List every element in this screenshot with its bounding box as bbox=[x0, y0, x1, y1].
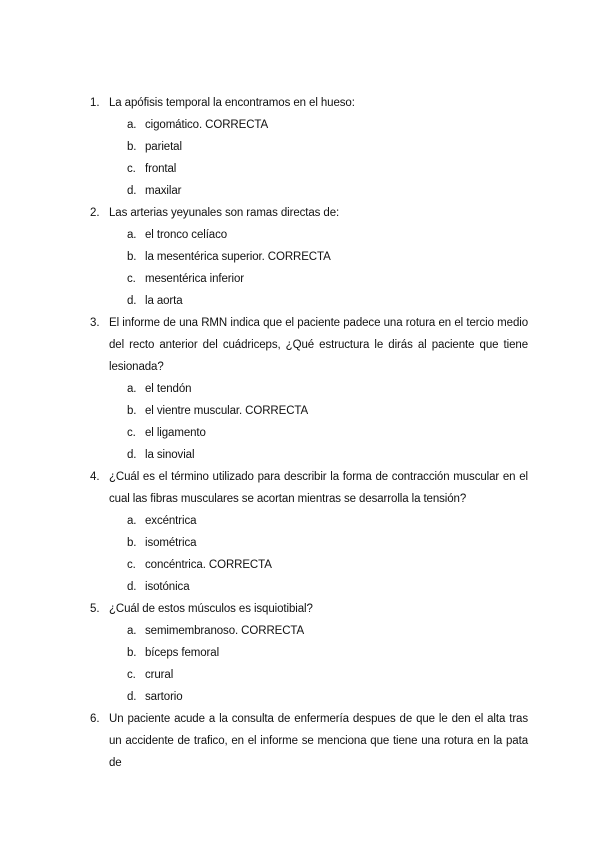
question-text: ¿Cuál es el término utilizado para describir la forma de contracción muscular en el cual las fibras musculares se acortan mientras se desarrolla la tensión? bbox=[109, 471, 528, 505]
option-list bbox=[109, 378, 528, 466]
option-text: sartorio bbox=[145, 691, 183, 703]
option-label: d. bbox=[127, 581, 137, 593]
option-item bbox=[127, 400, 528, 422]
question-number: 4. bbox=[90, 471, 100, 483]
option-item bbox=[127, 180, 528, 202]
option-text: cigomático. CORRECTA bbox=[145, 119, 269, 131]
question-6 bbox=[90, 708, 528, 774]
question-number: 2. bbox=[90, 207, 100, 219]
option-text: la aorta bbox=[145, 295, 183, 307]
option-label: a. bbox=[127, 515, 137, 527]
option-item bbox=[127, 114, 528, 136]
question-1 bbox=[90, 92, 528, 202]
option-item bbox=[127, 510, 528, 532]
option-item bbox=[127, 642, 528, 664]
option-label: d. bbox=[127, 449, 137, 461]
question-number: 5. bbox=[90, 603, 100, 615]
question-text: Un paciente acude a la consulta de enfermería despues de que le den el alta tras un accidente de trafico, en el informe se menciona que tiene una rotura en la pata de bbox=[109, 713, 528, 769]
option-text: crural bbox=[145, 669, 174, 681]
option-text: el ligamento bbox=[145, 427, 206, 439]
option-text: excéntrica bbox=[145, 515, 197, 527]
question-list bbox=[90, 92, 528, 774]
option-item bbox=[127, 158, 528, 180]
option-text: maxilar bbox=[145, 185, 182, 197]
option-label: c. bbox=[127, 559, 136, 571]
option-text: mesentérica inferior bbox=[145, 273, 244, 285]
question-text: La apófisis temporal la encontramos en el hueso: bbox=[109, 97, 355, 109]
option-item bbox=[127, 576, 528, 598]
option-item bbox=[127, 532, 528, 554]
option-label: b. bbox=[127, 141, 137, 153]
question-5 bbox=[90, 598, 528, 708]
option-label: b. bbox=[127, 537, 137, 549]
option-text: bíceps femoral bbox=[145, 647, 220, 659]
option-list bbox=[109, 510, 528, 598]
question-number: 1. bbox=[90, 97, 100, 109]
option-text: isométrica bbox=[145, 537, 197, 549]
option-text: la mesentérica superior. CORRECTA bbox=[145, 251, 331, 263]
option-item bbox=[127, 686, 528, 708]
option-label: c. bbox=[127, 163, 136, 175]
option-label: d. bbox=[127, 691, 137, 703]
option-item bbox=[127, 136, 528, 158]
option-item bbox=[127, 554, 528, 576]
option-label: b. bbox=[127, 405, 137, 417]
option-text: concéntrica. CORRECTA bbox=[145, 559, 272, 571]
option-text: frontal bbox=[145, 163, 177, 175]
question-3 bbox=[90, 312, 528, 466]
option-text: el tendón bbox=[145, 383, 192, 395]
option-item bbox=[127, 290, 528, 312]
question-2 bbox=[90, 202, 528, 312]
option-item bbox=[127, 268, 528, 290]
option-label: c. bbox=[127, 669, 136, 681]
question-4 bbox=[90, 466, 528, 598]
option-label: b. bbox=[127, 251, 137, 263]
option-text: la sinovial bbox=[145, 449, 195, 461]
option-item bbox=[127, 422, 528, 444]
option-text: semimembranoso. CORRECTA bbox=[145, 625, 305, 637]
option-label: d. bbox=[127, 185, 137, 197]
question-text: ¿Cuál de estos músculos es isquiotibial? bbox=[109, 603, 313, 615]
option-text: parietal bbox=[145, 141, 182, 153]
question-number: 6. bbox=[90, 713, 100, 725]
option-item bbox=[127, 664, 528, 686]
option-list bbox=[109, 620, 528, 708]
option-item bbox=[127, 224, 528, 246]
option-label: a. bbox=[127, 625, 137, 637]
option-list bbox=[109, 114, 528, 202]
question-number: 3. bbox=[90, 317, 100, 329]
question-text: Las arterias yeyunales son ramas directas de: bbox=[109, 207, 340, 219]
option-text: el tronco celíaco bbox=[145, 229, 228, 241]
option-list bbox=[109, 224, 528, 312]
option-label: b. bbox=[127, 647, 137, 659]
option-label: d. bbox=[127, 295, 137, 307]
question-text: El informe de una RMN indica que el paciente padece una rotura en el tercio medio del recto anterior del cuádriceps, ¿Qué estructura le dirás al paciente que tiene lesionada? bbox=[109, 317, 528, 373]
option-label: a. bbox=[127, 383, 137, 395]
option-label: c. bbox=[127, 273, 136, 285]
option-text: el vientre muscular. CORRECTA bbox=[145, 405, 309, 417]
option-text: isotónica bbox=[145, 581, 190, 593]
option-label: a. bbox=[127, 119, 137, 131]
option-item bbox=[127, 246, 528, 268]
option-label: c. bbox=[127, 427, 136, 439]
option-item bbox=[127, 378, 528, 400]
option-item bbox=[127, 620, 528, 642]
option-label: a. bbox=[127, 229, 137, 241]
option-item bbox=[127, 444, 528, 466]
